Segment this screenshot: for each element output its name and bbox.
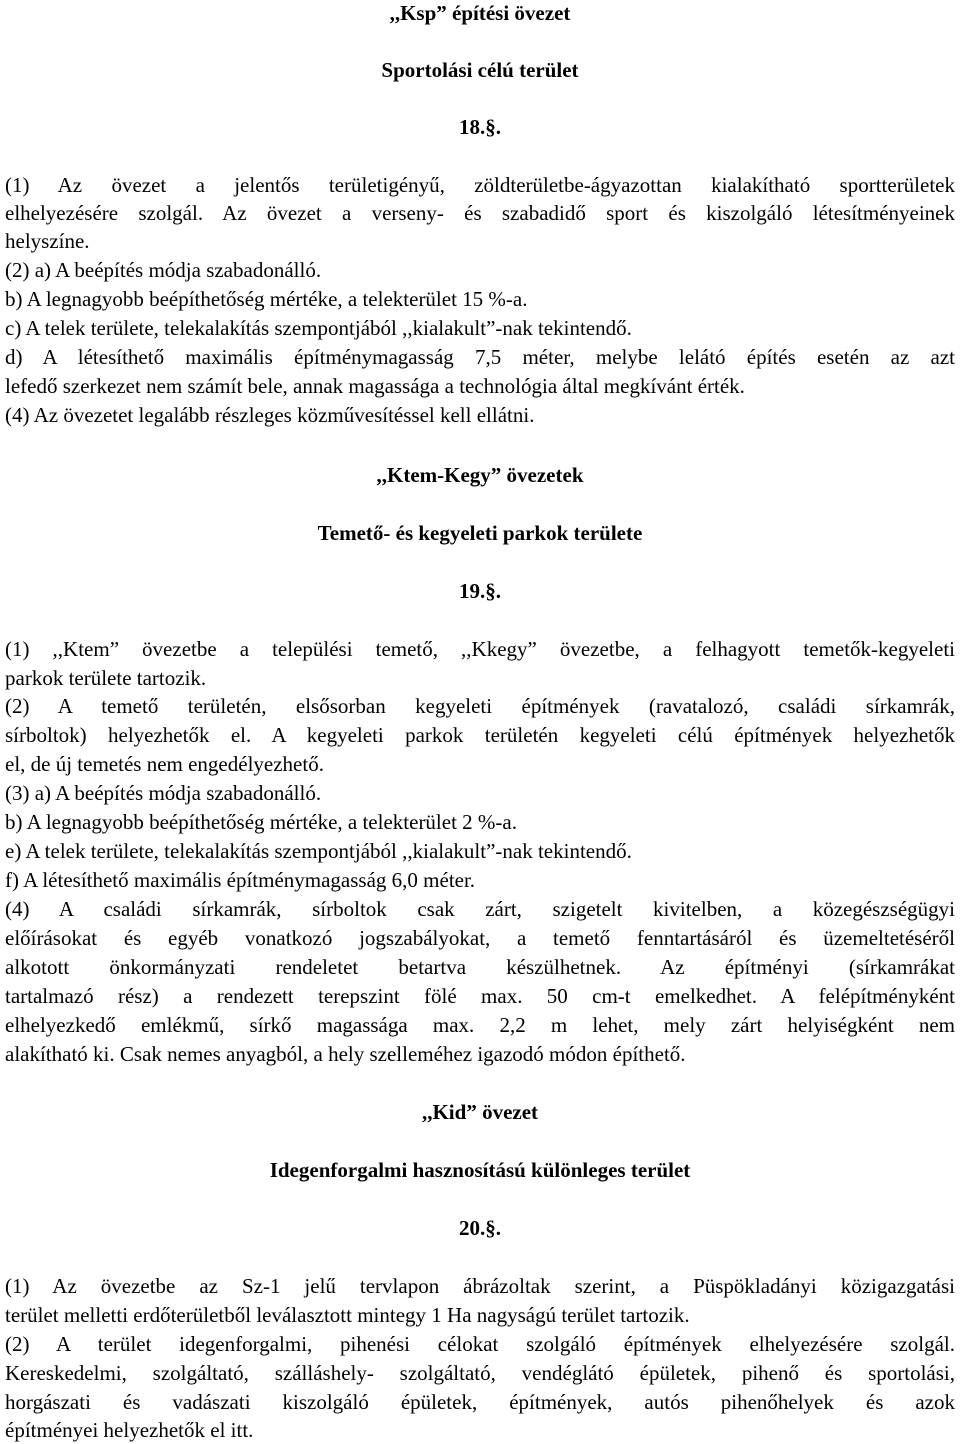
paragraph-line: d) A létesíthető maximális építménymagasság 7,5 méter, melybe lelátó építés esetén az azt [5, 345, 955, 369]
subtitle-sport: Sportolási célú terület [381, 58, 579, 82]
paragraph-line: előírásokat és egyéb vonatkozó jogszabályokat, a temető fenntartásáról és üzemeltetéséről [5, 926, 955, 950]
paragraph-line: b) A legnagyobb beépíthetőség mértéke, a telekterület 15 %-a. [5, 287, 528, 311]
section-number-20: 20.§. [459, 1216, 501, 1240]
paragraph-line: terület melletti erdőterületből leválasztott mintegy 1 Ha nagyságú terület tartozik. [5, 1303, 690, 1327]
paragraph-line: alkotott önkormányzati rendeletet betartva készülhetnek. Az építményi (sírkamrákat [5, 955, 955, 979]
paragraph-line: c) A telek területe, telekalakítás szempontjából ,,kialakult”-nak tekintendő. [5, 316, 632, 340]
paragraph-line: (4) A családi sírkamrák, sírboltok csak zárt, szigetelt kivitelben, a közegészségügyi [5, 897, 955, 921]
paragraph-line: (2) A terület idegenforgalmi, pihenési célokat szolgáló építmények elhelyezésére szolgál. [5, 1332, 955, 1356]
paragraph-line: (2) a) A beépítés módja szabadonálló. [5, 258, 322, 282]
paragraph-line: parkok területe tartozik. [5, 666, 207, 690]
section-number-18: 18.§. [459, 115, 501, 139]
paragraph-line: építményei helyezhetők el itt. [5, 1418, 254, 1442]
subtitle-cemetery: Temető- és kegyeleti parkok területe [317, 521, 643, 545]
paragraph-line: (1) Az övezet a jelentős területigényű, zöldterületbe-ágyazottan kialakítható sportterületek [5, 173, 955, 197]
paragraph-line: elhelyezésére szolgál. Az övezet a verseny- és szabadidő sport és kiszolgáló létesítményeinek [5, 201, 955, 225]
paragraph-line: (3) a) A beépítés módja szabadonálló. [5, 781, 322, 805]
subtitle-tourism: Idegenforgalmi hasznosítású különleges terület [269, 1158, 691, 1182]
paragraph-line: (4) Az övezetet legalább részleges közművesítéssel kell ellátni. [5, 403, 535, 427]
zone-title-ktem: ,,Ktem-Kegy” övezetek [376, 463, 584, 487]
paragraph-line: (1) Az övezetbe az Sz-1 jelű tervlapon ábrázoltak szerint, a Püspökladányi közigazgatási [5, 1274, 955, 1298]
zone-title-kid: ,,Kid” övezet [421, 1100, 539, 1124]
paragraph-line: (1) ,,Ktem” övezetbe a települési temető, ,,Kkegy” övezetbe, a felhagyott temetők-kegyeleti [5, 637, 955, 661]
paragraph-line: Kereskedelmi, szolgáltató, szálláshely- szolgáltató, vendéglátó épületek, pihenő és sportolási, [5, 1361, 955, 1385]
paragraph-line: helyszíne. [5, 229, 90, 253]
paragraph-line: e) A telek területe, telekalakítás szempontjából ,,kialakult”-nak tekintendő. [5, 839, 632, 863]
paragraph-line: lefedő szerkezet nem számít bele, annak magassága a technológia által megkívánt érték. [5, 374, 745, 398]
paragraph-line: elhelyezkedő emlékmű, sírkő magassága max. 2,2 m lehet, mely zárt helyiségként nem [5, 1013, 955, 1037]
paragraph-line: f) A létesíthető maximális építménymagasság 6,0 méter. [5, 868, 476, 892]
paragraph-line: b) A legnagyobb beépíthetőség mértéke, a telekterület 2 %-a. [5, 810, 517, 834]
paragraph-line: horgászati és vadászati kiszolgáló épületek, építmények, autós pihenőhelyek és azok [5, 1390, 955, 1414]
section-number-19: 19.§. [459, 579, 501, 603]
paragraph-line: (2) A temető területén, elsősorban kegyeleti építmények (ravatalozó, családi sírkamrák, [5, 694, 955, 718]
zone-title-ksp: ,,Ksp” építési övezet [389, 1, 571, 25]
paragraph-line: tartalmazó rész) a rendezett terepszint fölé max. 50 cm-t emelkedhet. A felépítményként [5, 984, 955, 1008]
paragraph-line: alakítható ki. Csak nemes anyagból, a hely szelleméhez igazodó módon építhető. [5, 1042, 686, 1066]
paragraph-line: el, de új temetés nem engedélyezhető. [5, 752, 324, 776]
paragraph-line: sírboltok) helyezhetők el. A kegyeleti parkok területén kegyeleti célú építmények helyezhetők [5, 723, 955, 747]
